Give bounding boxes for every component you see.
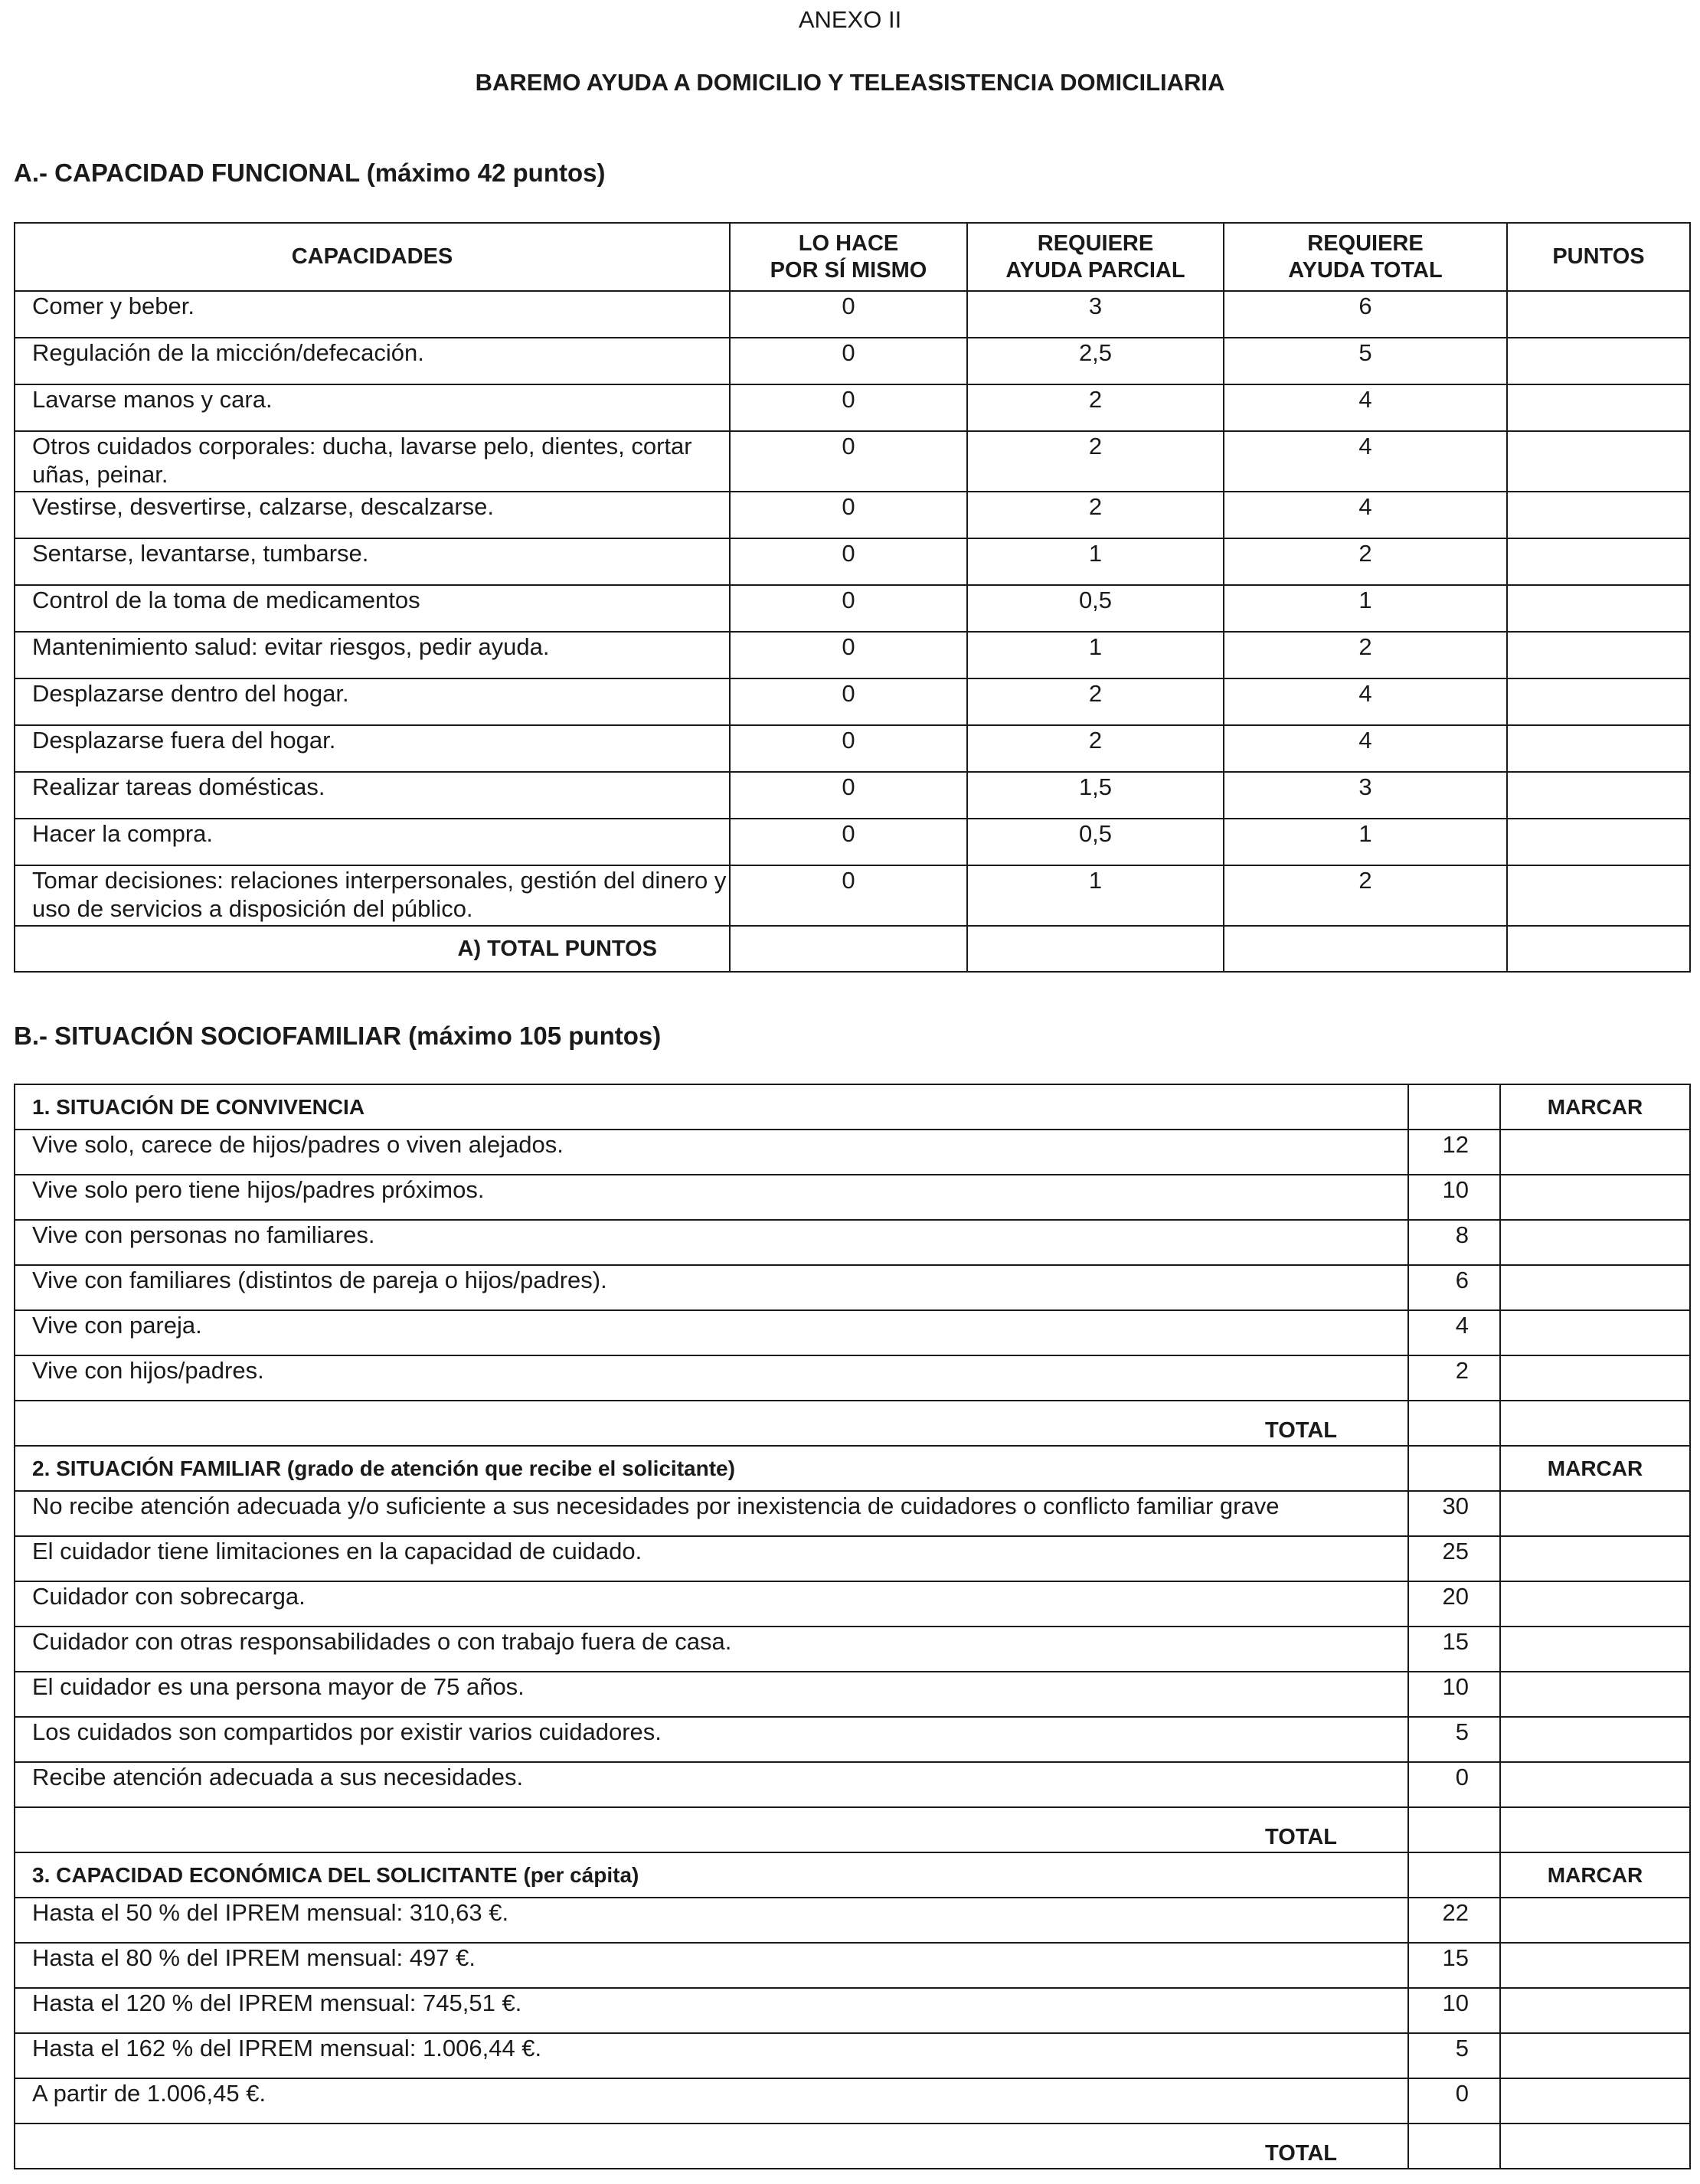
- table-row: [15, 492, 1690, 538]
- value-parcial: 2,5: [967, 338, 1224, 384]
- value-total: 2: [1224, 865, 1507, 926]
- total-points-cell[interactable]: [1408, 2124, 1500, 2169]
- option-label: El cuidador tiene limitaciones en la capacidad de cuidado.: [15, 1536, 1408, 1581]
- value-solo: 0: [730, 819, 967, 865]
- option-label: Vive solo, carece de hijos/padres o viven alejados.: [15, 1130, 1408, 1175]
- table-row: [15, 384, 1690, 431]
- puntos-input-cell[interactable]: [1507, 772, 1690, 819]
- option-points: 0: [1408, 2078, 1500, 2124]
- table-row: [15, 772, 1690, 819]
- value-parcial: 3: [967, 291, 1224, 338]
- option-points: 6: [1408, 1265, 1500, 1310]
- option-label: Hasta el 162 % del IPREM mensual: 1.006,44 €.: [15, 2033, 1408, 2078]
- capacidad-label: Comer y beber.: [15, 291, 730, 338]
- table-row: [15, 865, 1690, 926]
- option-points: 12: [1408, 1130, 1500, 1175]
- value-total: 1: [1224, 585, 1507, 632]
- option-label: Vive con familiares (distintos de pareja o hijos/padres).: [15, 1265, 1408, 1310]
- total-puntos-cell[interactable]: [1507, 926, 1690, 972]
- value-solo: 0: [730, 632, 967, 678]
- capacidad-label: Lavarse manos y cara.: [15, 384, 730, 431]
- option-points: 20: [1408, 1581, 1500, 1627]
- option-points: 5: [1408, 1717, 1500, 1762]
- value-total: 2: [1224, 538, 1507, 585]
- value-parcial: 0,5: [967, 585, 1224, 632]
- table-row: [15, 1717, 1690, 1762]
- table-row: [15, 1988, 1690, 2033]
- option-label: Recibe atención adecuada a sus necesidades.: [15, 1762, 1408, 1807]
- capacidad-label: Desplazarse fuera del hogar.: [15, 725, 730, 772]
- total-marcar-cell[interactable]: [1500, 1807, 1690, 1852]
- marcar-cell[interactable]: [1500, 1491, 1690, 1536]
- annex-label: ANEXO II: [798, 6, 902, 33]
- marcar-cell[interactable]: [1500, 1943, 1690, 1988]
- capacidad-label: Regulación de la micción/defecación.: [15, 338, 730, 384]
- option-points: 10: [1408, 1672, 1500, 1717]
- marcar-cell[interactable]: [1500, 2033, 1690, 2078]
- header-lo-hace: LO HACE POR SÍ MISMO: [730, 223, 967, 291]
- option-points: 30: [1408, 1491, 1500, 1536]
- value-solo: 0: [730, 772, 967, 819]
- option-points: 22: [1408, 1898, 1500, 1943]
- total-puntos-label: A) TOTAL PUNTOS: [15, 926, 730, 972]
- option-label: Vive solo pero tiene hijos/padres próximos.: [15, 1175, 1408, 1220]
- total-label: TOTAL: [15, 2124, 1408, 2169]
- puntos-input-cell[interactable]: [1507, 384, 1690, 431]
- economica-header-row: [15, 1852, 1690, 1898]
- marcar-cell[interactable]: [1500, 1717, 1690, 1762]
- table-row: [15, 1672, 1690, 1717]
- option-label: El cuidador es una persona mayor de 75 años.: [15, 1672, 1408, 1717]
- header-puntos: PUNTOS: [1507, 223, 1690, 291]
- table-row: [15, 1310, 1690, 1355]
- option-points: 15: [1408, 1627, 1500, 1672]
- table-row: [15, 632, 1690, 678]
- option-label: Vive con hijos/padres.: [15, 1355, 1408, 1401]
- option-label: Hasta el 120 % del IPREM mensual: 745,51 €.: [15, 1988, 1408, 2033]
- marcar-cell[interactable]: [1500, 1672, 1690, 1717]
- convivencia-header-row: [15, 1084, 1690, 1130]
- value-parcial: 2: [967, 725, 1224, 772]
- total-marcar-cell[interactable]: [1500, 1401, 1690, 1446]
- value-parcial: 2: [967, 678, 1224, 725]
- capacidad-label: Vestirse, desvertirse, calzarse, descalzarse.: [15, 492, 730, 538]
- value-total: 4: [1224, 678, 1507, 725]
- total-points-cell[interactable]: [1408, 1401, 1500, 1446]
- capacidad-label: Realizar tareas domésticas.: [15, 772, 730, 819]
- document-title: BAREMO AYUDA A DOMICILIO Y TELEASISTENCIA DOMICILIARIA: [475, 69, 1225, 96]
- option-points: 10: [1408, 1988, 1500, 2033]
- table-row: [15, 678, 1690, 725]
- marcar-cell[interactable]: [1500, 1988, 1690, 2033]
- value-parcial: 2: [967, 431, 1224, 492]
- table-row: [15, 2078, 1690, 2124]
- value-total: 6: [1224, 291, 1507, 338]
- option-points: 5: [1408, 2033, 1500, 2078]
- value-solo: 0: [730, 725, 967, 772]
- capacidad-label: Hacer la compra.: [15, 819, 730, 865]
- points-header-cell: [1408, 1446, 1500, 1491]
- capacidad-label: Mantenimiento salud: evitar riesgos, pedir ayuda.: [15, 632, 730, 678]
- value-solo: 0: [730, 585, 967, 632]
- puntos-input-cell[interactable]: [1507, 865, 1690, 926]
- option-points: 8: [1408, 1220, 1500, 1265]
- option-label: Cuidador con otras responsabilidades o con trabajo fuera de casa.: [15, 1627, 1408, 1672]
- economica-title: 3. CAPACIDAD ECONÓMICA DEL SOLICITANTE (per cápita): [15, 1852, 1408, 1898]
- section-b-heading: B.- SITUACIÓN SOCIOFAMILIAR (máximo 105 puntos): [14, 1022, 662, 1050]
- value-parcial: 1: [967, 632, 1224, 678]
- capacidad-label: Control de la toma de medicamentos: [15, 585, 730, 632]
- value-total: 1: [1224, 819, 1507, 865]
- total-row: [15, 926, 1690, 972]
- marcar-cell[interactable]: [1500, 1898, 1690, 1943]
- puntos-input-cell[interactable]: [1507, 632, 1690, 678]
- table-row: [15, 1130, 1690, 1175]
- table-row: [15, 1536, 1690, 1581]
- option-label: Hasta el 80 % del IPREM mensual: 497 €.: [15, 1943, 1408, 1988]
- table-row: [15, 1491, 1690, 1536]
- capacidad-label: Desplazarse dentro del hogar.: [15, 678, 730, 725]
- value-total: 3: [1224, 772, 1507, 819]
- option-points: 0: [1408, 1762, 1500, 1807]
- puntos-input-cell[interactable]: [1507, 291, 1690, 338]
- value-total: 4: [1224, 431, 1507, 492]
- marcar-cell[interactable]: [1500, 1220, 1690, 1265]
- marcar-cell[interactable]: [1500, 1627, 1690, 1672]
- table-row: [15, 1265, 1690, 1310]
- puntos-input-cell[interactable]: [1507, 725, 1690, 772]
- marcar-label: MARCAR: [1500, 1084, 1690, 1130]
- puntos-input-cell[interactable]: [1507, 585, 1690, 632]
- puntos-input-cell[interactable]: [1507, 431, 1690, 492]
- value-solo: 0: [730, 678, 967, 725]
- marcar-cell[interactable]: [1500, 1175, 1690, 1220]
- puntos-input-cell[interactable]: [1507, 819, 1690, 865]
- table-row: [15, 1175, 1690, 1220]
- puntos-input-cell[interactable]: [1507, 492, 1690, 538]
- marcar-cell[interactable]: [1500, 1130, 1690, 1175]
- table-row: [15, 1943, 1690, 1988]
- puntos-input-cell[interactable]: [1507, 338, 1690, 384]
- value-parcial: 2: [967, 384, 1224, 431]
- convivencia-title: 1. SITUACIÓN DE CONVIVENCIA: [15, 1084, 1408, 1130]
- table-row: [15, 585, 1690, 632]
- marcar-label: MARCAR: [1500, 1446, 1690, 1491]
- section-a-heading: A.- CAPACIDAD FUNCIONAL (máximo 42 puntos): [14, 159, 606, 187]
- capacidad-label: Tomar decisiones: relaciones interpersonales, gestión del dinero y uso de servicios a disposición del público.: [15, 865, 730, 926]
- table-row: [15, 1355, 1690, 1401]
- marcar-label: MARCAR: [1500, 1852, 1690, 1898]
- capacidad-funcional-table: [14, 222, 1691, 973]
- points-header-cell: [1408, 1084, 1500, 1130]
- option-label: Vive con pareja.: [15, 1310, 1408, 1355]
- table-row: [15, 1581, 1690, 1627]
- total-total-cell[interactable]: [1224, 926, 1507, 972]
- table-row: [15, 1898, 1690, 1943]
- total-points-cell[interactable]: [1408, 1807, 1500, 1852]
- value-parcial: 2: [967, 492, 1224, 538]
- header-ayuda-parcial: REQUIERE AYUDA PARCIAL: [967, 223, 1224, 291]
- option-label: Cuidador con sobrecarga.: [15, 1581, 1408, 1627]
- table-row: [15, 2033, 1690, 2078]
- total-solo-cell[interactable]: [730, 926, 967, 972]
- table-row: [15, 1762, 1690, 1807]
- value-solo: 0: [730, 384, 967, 431]
- situacion-sociofamiliar-table: [14, 1084, 1691, 2169]
- option-label: A partir de 1.006,45 €.: [15, 2078, 1408, 2124]
- value-solo: 0: [730, 291, 967, 338]
- value-solo: 0: [730, 492, 967, 538]
- value-parcial: 1,5: [967, 772, 1224, 819]
- table-row: [15, 725, 1690, 772]
- option-points: 15: [1408, 1943, 1500, 1988]
- marcar-cell[interactable]: [1500, 1310, 1690, 1355]
- option-points: 10: [1408, 1175, 1500, 1220]
- value-solo: 0: [730, 538, 967, 585]
- value-total: 5: [1224, 338, 1507, 384]
- value-parcial: 0,5: [967, 819, 1224, 865]
- header-ayuda-total: REQUIERE AYUDA TOTAL: [1224, 223, 1507, 291]
- total-marcar-cell[interactable]: [1500, 2124, 1690, 2169]
- option-label: Los cuidados son compartidos por existir varios cuidadores.: [15, 1717, 1408, 1762]
- value-parcial: 1: [967, 538, 1224, 585]
- value-solo: 0: [730, 865, 967, 926]
- value-total: 4: [1224, 725, 1507, 772]
- marcar-cell[interactable]: [1500, 1355, 1690, 1401]
- puntos-input-cell[interactable]: [1507, 678, 1690, 725]
- value-total: 2: [1224, 632, 1507, 678]
- table-row: [15, 819, 1690, 865]
- table-row: [15, 538, 1690, 585]
- marcar-cell[interactable]: [1500, 2078, 1690, 2124]
- marcar-cell[interactable]: [1500, 1265, 1690, 1310]
- option-points: 25: [1408, 1536, 1500, 1581]
- marcar-cell[interactable]: [1500, 1581, 1690, 1627]
- total-row: [15, 1401, 1690, 1446]
- capacidad-label: Otros cuidados corporales: ducha, lavarse pelo, dientes, cortar uñas, peinar.: [15, 431, 730, 492]
- value-total: 4: [1224, 492, 1507, 538]
- value-solo: 0: [730, 338, 967, 384]
- table-row: [15, 431, 1690, 492]
- option-label: No recibe atención adecuada y/o suficiente a sus necesidades por inexistencia de cuidadores o conflicto familiar grave: [15, 1491, 1408, 1536]
- total-label: TOTAL: [15, 1401, 1408, 1446]
- familiar-title: 2. SITUACIÓN FAMILIAR (grado de atención que recibe el solicitante): [15, 1446, 1408, 1491]
- value-parcial: 1: [967, 865, 1224, 926]
- value-solo: 0: [730, 431, 967, 492]
- total-row: [15, 2124, 1690, 2169]
- table-row: [15, 1220, 1690, 1265]
- total-parcial-cell[interactable]: [967, 926, 1224, 972]
- table-row: [15, 291, 1690, 338]
- header-capacidades: CAPACIDADES: [15, 223, 730, 291]
- option-points: 2: [1408, 1355, 1500, 1401]
- points-header-cell: [1408, 1852, 1500, 1898]
- value-total: 4: [1224, 384, 1507, 431]
- capacidad-label: Sentarse, levantarse, tumbarse.: [15, 538, 730, 585]
- marcar-cell[interactable]: [1500, 1762, 1690, 1807]
- option-label: Vive con personas no familiares.: [15, 1220, 1408, 1265]
- table-row: [15, 338, 1690, 384]
- table-header-row: [15, 223, 1690, 291]
- option-label: Hasta el 50 % del IPREM mensual: 310,63 €.: [15, 1898, 1408, 1943]
- total-label: TOTAL: [15, 1807, 1408, 1852]
- marcar-cell[interactable]: [1500, 1536, 1690, 1581]
- total-row: [15, 1807, 1690, 1852]
- puntos-input-cell[interactable]: [1507, 538, 1690, 585]
- table-row: [15, 1627, 1690, 1672]
- option-points: 4: [1408, 1310, 1500, 1355]
- familiar-header-row: [15, 1446, 1690, 1491]
